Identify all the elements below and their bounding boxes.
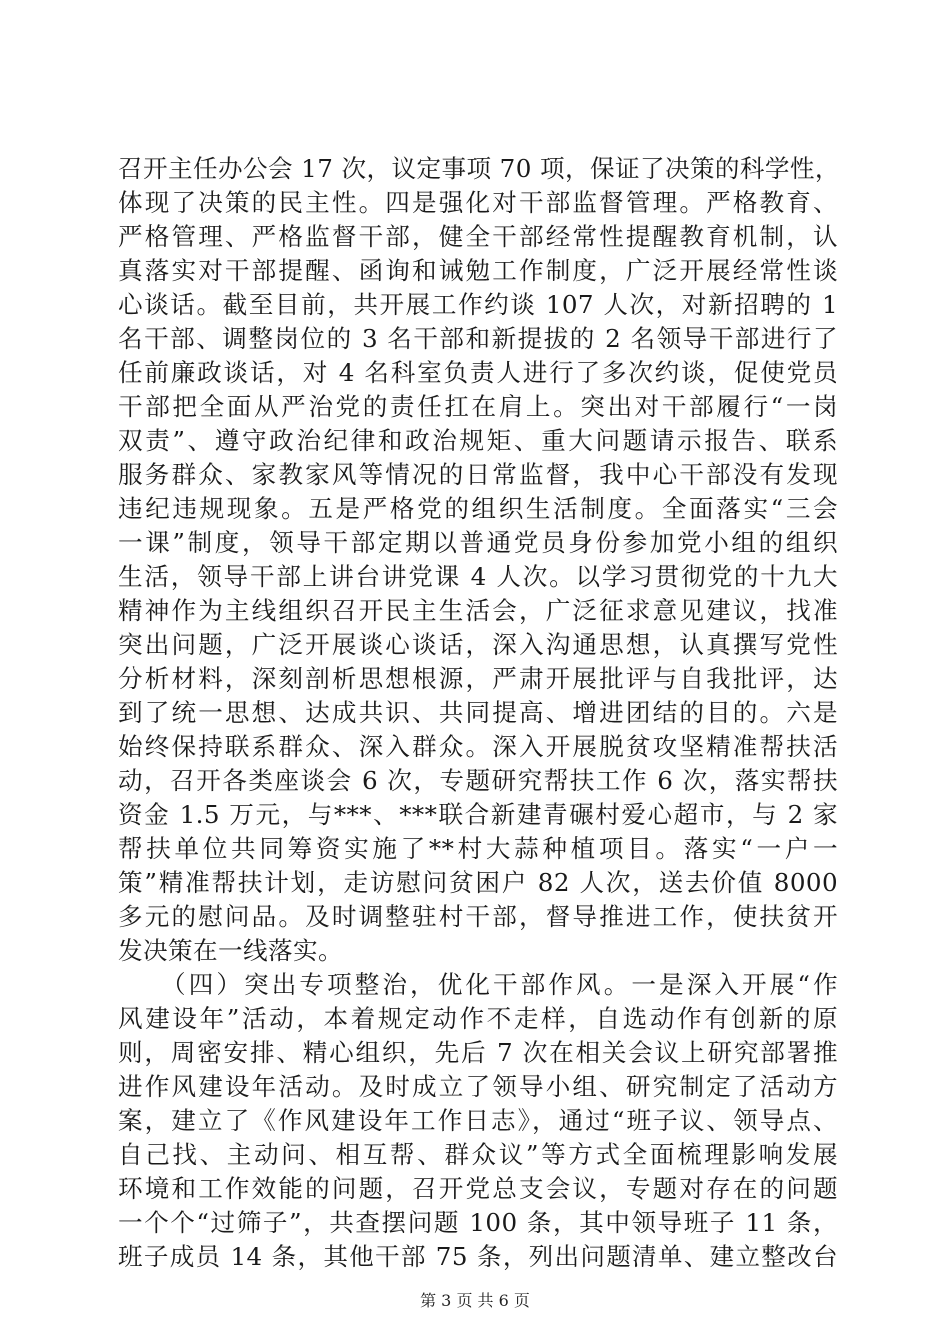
text-line: 生活，领导干部上讲台讲党课 4 人次。以学习贯彻党的十九大	[118, 562, 838, 591]
text-line: 一个个“过筛子”，共查摆问题 100 条，其中领导班子 11 条，	[118, 1208, 838, 1237]
body-text	[118, 152, 838, 1274]
text-line: 多元的慰问品。及时调整驻村干部，督导推进工作，使扶贫开	[118, 902, 838, 931]
text-line: 始终保持联系群众、深入群众。深入开展脱贫攻坚精准帮扶活	[118, 732, 838, 761]
text-line: 突出问题，广泛开展谈心谈话，深入沟通思想，认真撰写党性	[118, 630, 838, 659]
text-line: 风建设年”活动，本着规定动作不走样，自选动作有创新的原	[118, 1004, 838, 1033]
text-line: 进作风建设年活动。及时成立了领导小组、研究制定了活动方	[118, 1072, 838, 1101]
text-line: （四）突出专项整治，优化干部作风。一是深入开展“作	[118, 970, 838, 999]
text-line: 服务群众、家教家风等情况的日常监督，我中心干部没有发现	[118, 460, 838, 489]
text-line: 资金 1.5 万元，与***、***联合新建青碾村爱心超市，与 2 家	[118, 800, 838, 829]
text-line: 帮扶单位共同筹资实施了**村大蒜种植项目。落实“一户一	[118, 834, 838, 863]
text-line: 班子成员 14 条，其他干部 75 条，列出问题清单、建立整改台	[118, 1242, 838, 1271]
page-footer	[0, 1288, 950, 1311]
text-line: 双责”、遵守政治纪律和政治规矩、重大问题请示报告、联系	[118, 426, 838, 455]
text-line: 自己找、主动问、相互帮、群众议”等方式全面梳理影响发展	[118, 1140, 838, 1169]
text-line: 精神作为主线组织召开民主生活会，广泛征求意见建议，找准	[118, 596, 838, 625]
text-line: 环境和工作效能的问题，召开党总支会议，专题对存在的问题	[118, 1174, 838, 1203]
text-line: 动，召开各类座谈会 6 次，专题研究帮扶工作 6 次，落实帮扶	[118, 766, 838, 795]
text-line: 发决策在一线落实。	[118, 936, 343, 965]
text-line: 真落实对干部提醒、函询和诫勉工作制度，广泛开展经常性谈	[118, 256, 838, 285]
text-line: 案，建立了《作风建设年工作日志》，通过“班子议、领导点、	[118, 1106, 838, 1135]
text-line: 干部把全面从严治党的责任扛在肩上。突出对干部履行“一岗	[118, 392, 838, 421]
text-line: 名干部、调整岗位的 3 名干部和新提拔的 2 名领导干部进行了	[118, 324, 838, 353]
text-line: 召开主任办公会 17 次，议定事项 70 项，保证了决策的科学性，	[118, 154, 840, 183]
text-line: 则，周密安排、精心组织，先后 7 次在相关会议上研究部署推	[118, 1038, 838, 1067]
text-line: 任前廉政谈话，对 4 名科室负责人进行了多次约谈，促使党员	[118, 358, 838, 387]
text-line: 策”精准帮扶计划，走访慰问贫困户 82 人次，送去价值 8000	[118, 868, 838, 897]
text-line: 分析材料，深刻剖析思想根源，严肃开展批评与自我批评，达	[118, 664, 838, 693]
text-line: 违纪违规现象。五是严格党的组织生活制度。全面落实“三会	[118, 494, 838, 523]
page-number: 第 3 页 共 6 页	[420, 1291, 530, 1310]
text-line: 体现了决策的民主性。四是强化对干部监督管理。严格教育、	[118, 188, 838, 217]
text-line: 到了统一思想、达成共识、共同提高、增进团结的目的。六是	[118, 698, 838, 727]
text-line: 心谈话。截至目前，共开展工作约谈 107 人次，对新招聘的 1	[118, 290, 838, 319]
text-line: 严格管理、严格监督干部，健全干部经常性提醒教育机制，认	[118, 222, 838, 251]
text-line: 一课”制度，领导干部定期以普通党员身份参加党小组的组织	[118, 528, 838, 557]
